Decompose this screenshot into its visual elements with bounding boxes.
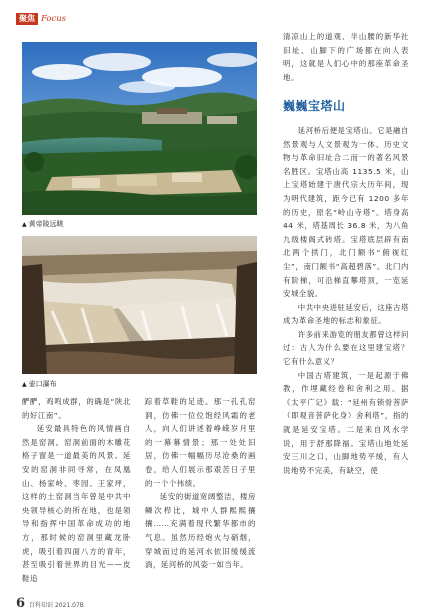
- paragraph: 中国古塔建筑，一是起源于佛教，作埋藏经卷和舍利之用。据《太平广记》载：“延州有锁骨菩萨（即观音菩萨化身）舍利塔”，指的就是延安宝塔。二是来自风水学说，用于舒那降福。宝塔山地处延安三川之口，山脚地势平缓，有人说地势不完美，有缺空，使: [283, 370, 409, 475]
- paragraph: 清凉山上的道观、半山腰的新华社旧址、山脚下的广场都在向人表明，这就是人们心中的那座革命圣地。: [283, 32, 409, 82]
- section-heading: 巍巍宝塔山: [283, 99, 346, 114]
- paragraph: 延安最具特色的风情画自然是窑洞。窑洞前面的木雕花格子窗是一道最美的风景。延安的窑洞非同寻常，在凤凰山、杨家岭、枣园、王家坪，这样的土窑洞当年曾是中共中央领导核心的所在地，也是领导和指挥中国革命成功的地方，那时候的窑洞里藏龙卧虎，吸引着四面八方的青年，甚至吸引着世界的目光——皮鞋追: [22, 424, 131, 583]
- page-number: 6: [16, 596, 26, 611]
- article-column-1: [22, 395, 131, 585]
- photo-caption: [22, 379, 57, 389]
- paragraph: 酽酽，鸡鸣成群，的确是“陕北的好江南”。: [22, 397, 131, 420]
- journal-name: 百科知识 2021.07B: [29, 602, 84, 609]
- caption-text: 黄帝陵远眺: [28, 220, 64, 228]
- paragraph: 许多前来游览的朋友都曾这样问过：古人为什么要在这里建宝塔？它有什么意义？: [283, 329, 409, 367]
- photo-caption: [22, 219, 64, 229]
- page-footer: [16, 596, 84, 611]
- article-column-2: [145, 395, 256, 572]
- triangle-marker-icon: ▲: [22, 220, 27, 228]
- triangle-marker-icon: ▲: [22, 380, 27, 388]
- article-column-3: [283, 30, 409, 477]
- section-tag: 聚焦: [16, 13, 38, 25]
- huangdi-mausoleum-photo: [22, 42, 257, 215]
- paragraph: 延河桥后便是宝塔山。它是融自然景观与人文景观为一体、历史文物与革命旧址合二而一的著名风景名胜区。宝塔山高 1135.5 米，山上宝塔始建于唐代宗大历年间，现为明代建筑，距今已有 1200 多年的历史，原名“岭山寺塔”。塔身高 44 米，塔基周长 36.8 米，为八角九级楼阁式砖塔。宝塔底层辟有南北两个拱门，北门额书“俯视红尘”，南门额书“高超碧落”。北门内有阶梯，可沿梯直攀塔顶，一览延安城全貌。: [283, 125, 409, 299]
- caption-text: 壶口瀑布: [28, 380, 57, 388]
- section-header: [16, 12, 66, 26]
- hukou-waterfall-photo: [22, 236, 257, 374]
- paragraph: 延安的街道宽阔整洁，楼房鳞次栉比，城中人群熙熙攘攘……充满着现代繁华都市的气息。虽然历经炮火与硝烟，穿城而过的延河水依旧缓缓流淌，延河桥的风姿一如当年。: [145, 492, 256, 570]
- section-english-label: Focus: [41, 14, 67, 24]
- paragraph: 踪着草鞋的足迹。那一孔孔窑洞，仿佛一位位饱经风霜的老人，向人们讲述着峥嵘岁月里的一幕幕情景；那一处处旧居，仿佛一幅幅历尽沧桑的画卷，给人们展示那艰苦日子里的一个个伟绩。: [145, 397, 256, 488]
- paragraph: 中共中央进驻延安后，这座古塔成为革命圣地的标志和象征。: [283, 302, 409, 326]
